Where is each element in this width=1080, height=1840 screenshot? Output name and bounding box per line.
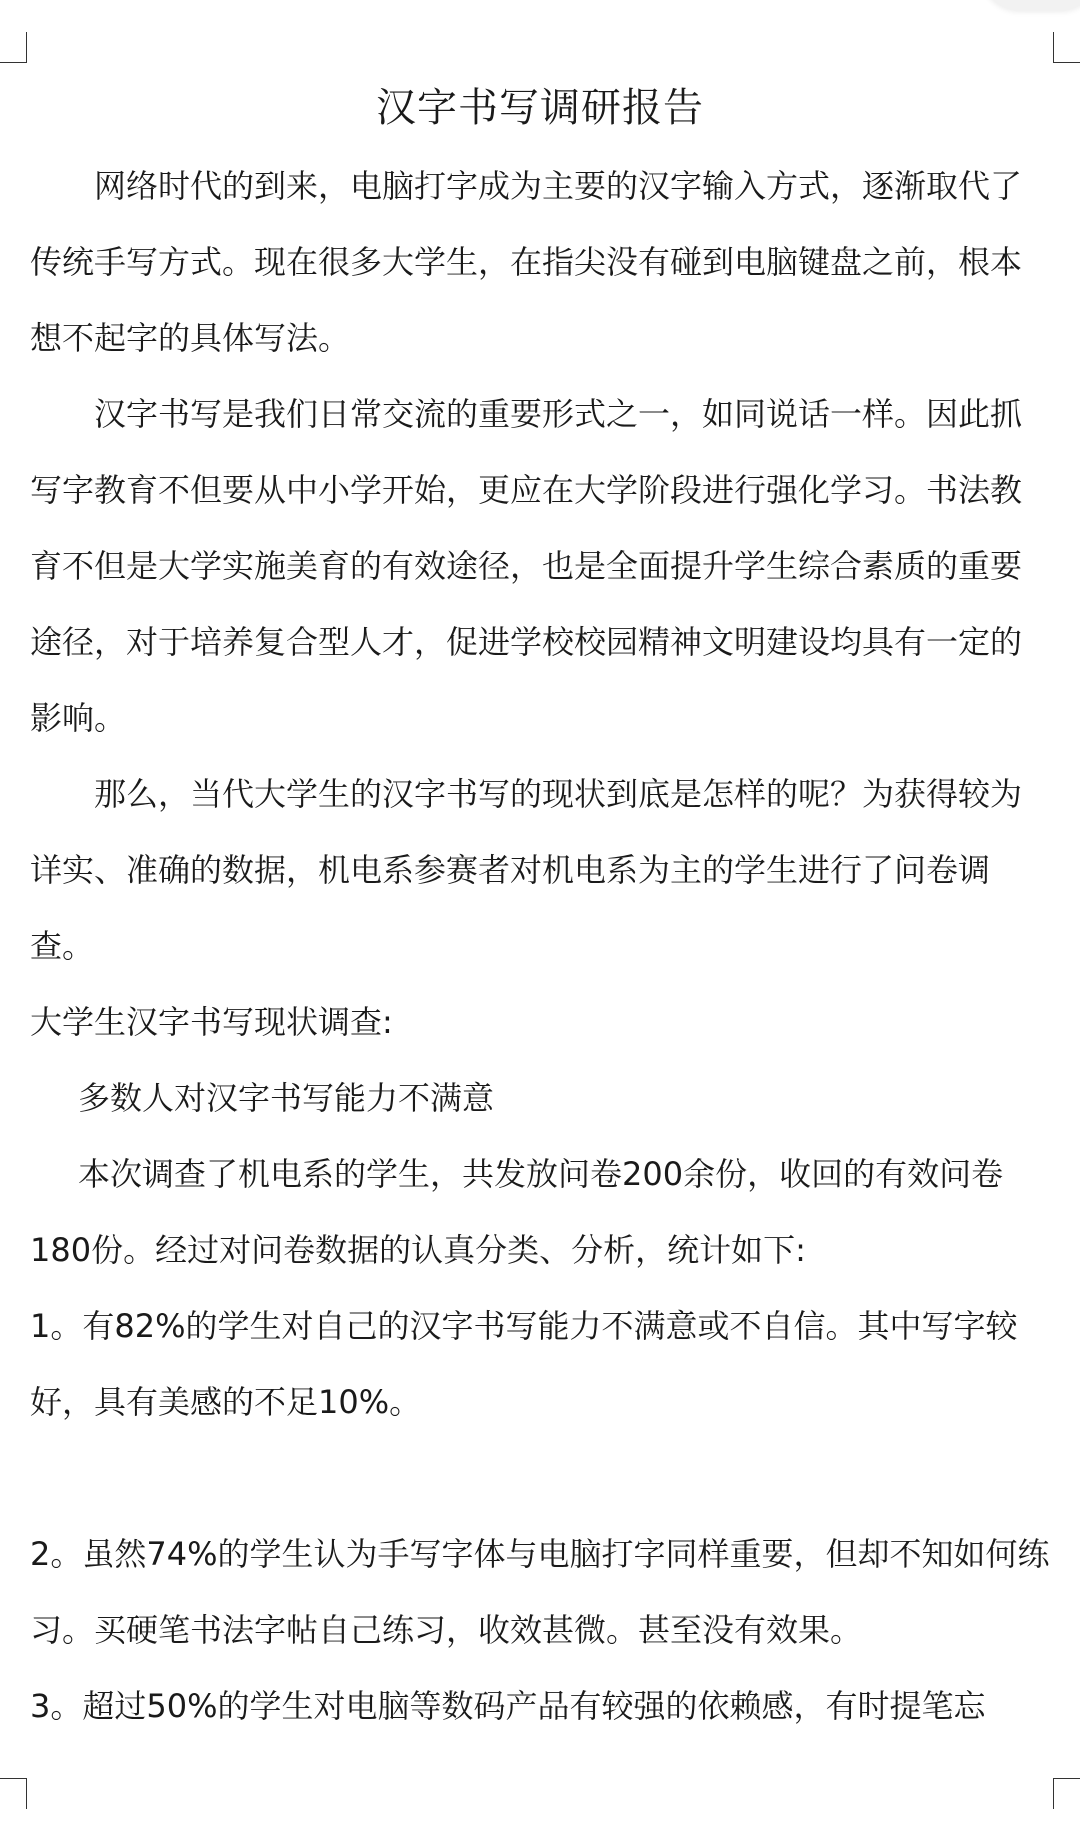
paragraph-1: 网络时代的到来，电脑打字成为主要的汉字输入方式，逐渐取代了传统手写方式。现在很多大学生，在指尖没有碰到电脑键盘之前，根本想不起字的具体写法。 [30,167,1023,357]
document-title: 汉字书写调研报告 [376,85,704,131]
crop-mark-bottom-right [1053,1778,1080,1809]
finding-2: 2。虽然74%的学生认为手写字体与电脑打字同样重要，但却不知如何练习。买硬笔书法字帖自己练习，收效甚微。甚至没有效果。 [30,1535,1050,1649]
paragraph-3: 那么，当代大学生的汉字书写的现状到底是怎样的呢？为获得较为详实、准确的数据，机电系参赛者对机电系为主的学生进行了问卷调查。 [30,775,1023,965]
survey-intro: 本次调查了机电系的学生，共发放问卷200余份，收回的有效问卷180份。经过对问卷数据的认真分类、分析，统计如下: [30,1155,1004,1269]
crop-mark-bottom-left [0,1778,27,1809]
blank-line [30,1440,1050,1516]
crop-mark-top-left [0,32,27,63]
subheading: 多数人对汉字书写能力不满意 [78,1079,495,1117]
page-curl [980,0,1080,10]
document-body [30,72,1050,1744]
paragraph-2: 汉字书写是我们日常交流的重要形式之一，如同说话一样。因此抓写字教育不但要从中小学开始，更应在大学阶段进行强化学习。书法教育不但是大学实施美育的有效途径，也是全面提升学生综合素质的重要途径，对于培养复合型人才，促进学校校园精神文明建设均具有一定的影响。 [30,395,1023,737]
finding-1: 1。有82%的学生对自己的汉字书写能力不满意或不自信。其中写字较好，具有美感的不足10%。 [30,1307,1018,1421]
crop-mark-top-right [1053,32,1080,63]
finding-3: 3。超过50%的学生对电脑等数码产品有较强的依赖感，有时提笔忘 [30,1687,986,1725]
section-heading: 大学生汉字书写现状调查: [30,1003,393,1041]
